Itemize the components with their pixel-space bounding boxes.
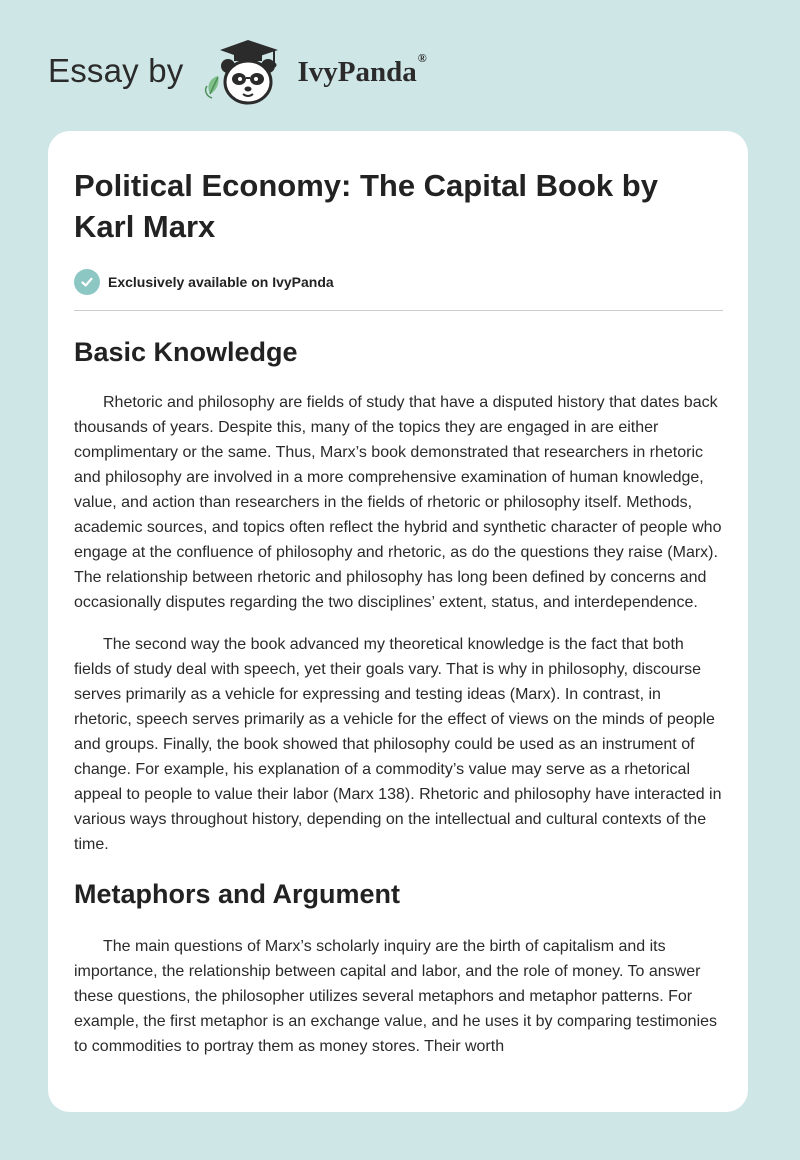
- brand-name: IvyPanda®: [297, 50, 427, 88]
- paragraph: The main questions of Marx’s scholarly inquiry are the birth of capitalism and its importance, the relationship between capital and labor, and the role of money. To answer these questions, the philosopher utilizes several metaphors and metaphor patterns. For example, the first metaphor is an exchange value, and he uses it by comparing testimonies to commodities to portray them as money stores. Their worth: [74, 938, 718, 1055]
- section-heading-basic-knowledge: Basic Knowledge: [74, 337, 298, 367]
- exclusive-badge-text: Exclusively available on IvyPanda: [108, 274, 334, 290]
- essay-by-label: Essay by: [48, 51, 184, 89]
- essay-content: [74, 165, 723, 1059]
- paragraph: The second way the book advanced my theoretical knowledge is the fact that both fields of study deal with speech, yet their goals vary. That is why in philosophy, discourse serves primarily as a vehicle for expressing and testing ideas (Marx). In contrast, in rhetoric, speech serves primarily as a vehicle for the effect of views on the minds of people and groups. Finally, the book showed that philosophy could be used as an instrument of change. For example, his explanation of a commodity’s value may serve as a rhetorical appeal to people to value their labor (Marx 138). Rhetoric and philosophy have interacted in various ways throughout history, depending on the intellectual and cultural contexts of the time.: [74, 636, 722, 853]
- site-brand[interactable]: [48, 36, 427, 108]
- paragraph: Rhetoric and philosophy are fields of study that have a disputed history that dates back thousands of years. Despite this, many of the topics they are engaged in are either complimentary or the same. Thus, Marx’s book demonstrated that researchers in rhetoric and philosophy are involved in a more comprehensive examination of human knowledge, value, and action than researchers in the fields of rhetoric or philosophy itself. Methods, academic sources, and topics often reflect the hybrid and synthetic character of people who engage at the confluence of philosophy and rhetoric, as do the questions they raise (Marx). The relationship between rhetoric and philosophy has long been defined by concerns and occasionally disputes regarding the two disciplines’ extent, status, and interdependence.: [74, 394, 722, 611]
- checkmark-icon: [74, 269, 100, 295]
- page-title: Political Economy: The Capital Book by Karl Marx: [74, 168, 658, 244]
- exclusive-badge: [74, 268, 723, 296]
- section-heading-metaphors-and-argument: Metaphors and Argument: [74, 879, 401, 909]
- panda-logo-icon: [200, 36, 292, 108]
- divider: [74, 310, 723, 311]
- essay-card: [48, 131, 748, 1112]
- registered-mark: ®: [417, 50, 427, 65]
